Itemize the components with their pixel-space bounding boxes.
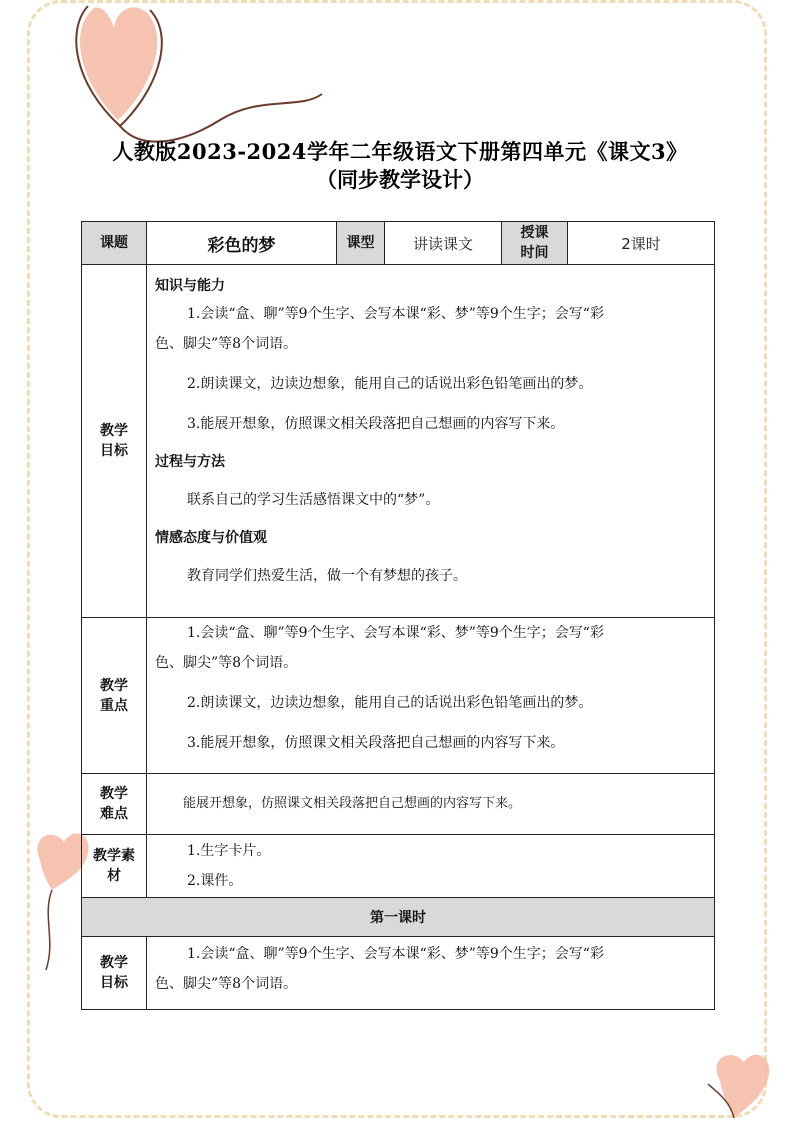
- label-lesson-type: 课型: [337, 222, 385, 265]
- materials-row: [82, 835, 715, 898]
- heart-decoration-bottom-right: [700, 1040, 780, 1123]
- key-points-row: [82, 618, 715, 774]
- document-title: 人教版2023-2024学年二年级语文下册第四单元《课文3》: [112, 139, 688, 164]
- label-key-points: [82, 618, 147, 774]
- materials-1: 1.生字卡片。: [187, 843, 271, 859]
- label-first-lesson-goals-line2: 目标: [100, 975, 128, 991]
- label-first-lesson-goals: [82, 937, 147, 1010]
- label-goals-line1: 教学: [100, 423, 128, 439]
- goals-knowledge-3: 3.能展开想象，仿照课文相关段落把自己想画的内容写下来。: [187, 416, 565, 432]
- label-lesson-time-line1: 授课: [520, 225, 549, 241]
- key-points-1a: 1.会读“盒、聊”等9个生字、会写本课“彩、梦”等9个生字；会写“彩: [187, 625, 604, 641]
- key-points-content: [147, 618, 715, 774]
- label-key-points-line2: 重点: [100, 697, 128, 714]
- lesson-type: 讲读课文: [385, 222, 502, 265]
- difficulty-1: 能展开想象，仿照课文相关段落把自己想画的内容写下来。: [183, 796, 522, 811]
- key-points-2: 2.朗读课文，边读边想象，能用自己的话说出彩色铅笔画出的梦。: [187, 695, 593, 711]
- label-materials-line2: 材: [107, 868, 121, 884]
- label-lesson-time: [502, 222, 568, 265]
- label-topic: 课题: [82, 222, 147, 265]
- goals-knowledge-2: 2.朗读课文，边读边想象，能用自己的话说出彩色铅笔画出的梦。: [187, 376, 593, 392]
- label-difficulty-line1: 教学: [100, 786, 128, 802]
- goals-process-1: 联系自己的学习生活感悟课文中的“梦”。: [187, 492, 440, 508]
- goals-heading-knowledge: 知识与能力: [155, 278, 225, 294]
- key-points-1b: 色、脚尖”等8个词语。: [155, 655, 298, 671]
- label-difficulty: [82, 774, 147, 835]
- first-lesson-goals-content: [147, 937, 715, 1010]
- goals-content: [147, 265, 715, 618]
- difficulty-row: [82, 774, 715, 835]
- goals-row: [82, 265, 715, 618]
- first-lesson-goals-row: [82, 937, 715, 1010]
- first-lesson-goals-1b: 色、脚尖”等8个词语。: [155, 976, 298, 992]
- key-points-3: 3.能展开想象，仿照课文相关段落把自己想画的内容写下来。: [187, 735, 565, 751]
- materials-content: [147, 835, 715, 898]
- lesson-plan-table: [81, 221, 715, 1010]
- first-lesson-heading-row: [82, 898, 715, 937]
- goals-knowledge-1b: 色、脚尖”等8个词语。: [155, 336, 298, 352]
- header-row: [82, 222, 715, 265]
- goals-heading-emotion: 情感态度与价值观: [155, 530, 267, 546]
- lesson-topic: 彩色的梦: [147, 222, 337, 265]
- first-lesson-heading: 第一课时: [82, 898, 715, 937]
- label-materials: [82, 835, 147, 898]
- materials-2: 2.课件。: [187, 873, 243, 889]
- goals-heading-process: 过程与方法: [155, 454, 225, 470]
- document-subtitle: （同步教学设计）: [316, 167, 484, 192]
- label-key-points-line1: 教学: [100, 677, 128, 694]
- label-goals-line2: 目标: [100, 443, 128, 459]
- label-materials-line1: 教学素: [93, 848, 135, 864]
- goals-emotion-1: 教育同学们热爱生活，做一个有梦想的孩子。: [187, 568, 467, 584]
- label-lesson-time-line2: 时间: [520, 245, 549, 261]
- goals-knowledge-1a: 1.会读“盒、聊”等9个生字、会写本课“彩、梦”等9个生字；会写“彩: [187, 306, 604, 322]
- label-goals: [82, 265, 147, 618]
- difficulty-content: [147, 774, 715, 835]
- label-difficulty-line2: 难点: [100, 806, 128, 822]
- label-first-lesson-goals-line1: 教学: [100, 955, 128, 971]
- lesson-time: 2课时: [568, 222, 715, 265]
- first-lesson-goals-1a: 1.会读“盒、聊”等9个生字、会写本课“彩、梦”等9个生字；会写“彩: [187, 946, 604, 962]
